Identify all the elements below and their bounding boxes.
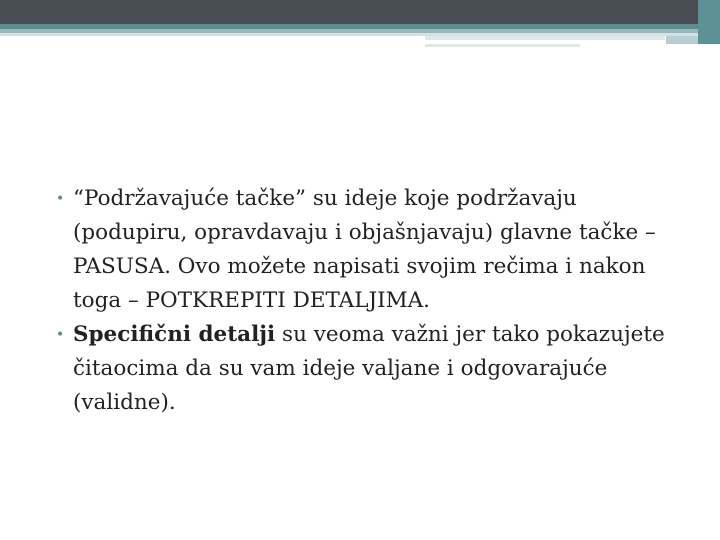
accent-strip-short	[425, 44, 580, 47]
accent-strip	[425, 36, 665, 40]
corner-block	[698, 0, 720, 44]
bullet-item-specific-details	[48, 318, 668, 420]
bullet-text: “Podržavajuće tačke” su ideje koje podržavaju (podupiru, opravdavaju i objašnjavaju) glavne tačke – PASUSA. Ovo možete napisati svojim rečima i nakon toga – POTKREPITI DETALJIMA.	[73, 186, 656, 313]
bullet-icon: •	[56, 327, 65, 343]
bullet-text: su veoma važni jer tako pokazujete čitaocima da su vam ideje valjane i odgovarajuće (validne).	[73, 322, 665, 415]
bullet-list	[48, 182, 668, 420]
bullet-icon: •	[56, 191, 65, 207]
slide-body	[48, 182, 668, 420]
bullet-item-supporting-points	[48, 182, 668, 318]
top-dark-bar	[0, 0, 720, 24]
corner-accent	[666, 36, 698, 44]
header-decoration	[0, 0, 720, 40]
bullet-bold-text: Specifični detalji	[73, 322, 276, 347]
